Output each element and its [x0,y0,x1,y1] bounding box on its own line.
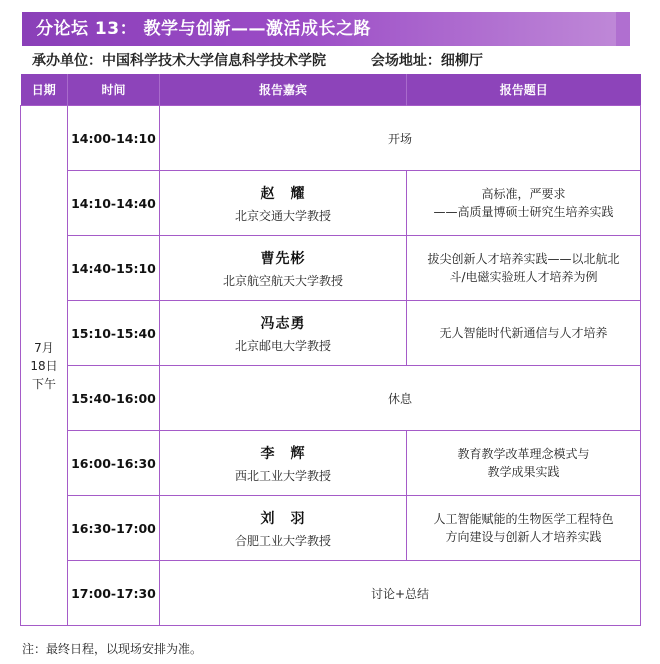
date-cell [21,106,68,626]
table-row [21,106,641,171]
time-cell: 14:40-15:10 [68,236,160,301]
topic-cell [407,431,641,496]
speaker-name: 曹先彬 [260,250,306,267]
topic-line: 教学成果实践 [487,465,560,479]
header-time: 时间 [68,74,160,106]
time-cell: 15:40-16:00 [68,366,160,431]
topic-cell [407,236,641,301]
forum-title: 分论坛 13： 教学与创新——激活成长之路 [36,19,371,39]
topic-line: 教育教学改革理念模式与 [457,447,590,461]
footnote: 注：最终日程，以现场安排为准。 [22,642,203,656]
host-organizer: 承办单位：中国科学技术大学信息科学技术学院 [32,53,326,69]
date-month: 7月 [34,340,54,355]
speaker-affiliation: 北京航空航天大学教授 [222,273,343,288]
time-cell: 17:00-17:30 [68,561,160,626]
time-cell: 16:30-17:00 [68,496,160,561]
time-cell: 14:10-14:40 [68,171,160,236]
topic-cell [407,171,641,236]
speaker-name: 李 辉 [260,445,306,462]
speaker-affiliation: 合肥工业大学教授 [234,533,331,548]
schedule-table [20,74,641,626]
speaker-cell [160,236,407,301]
topic-line: 拔尖创新人才培养实践——以北航北 [427,252,620,266]
header-topic: 报告题目 [407,74,641,106]
speaker-affiliation: 西北工业大学教授 [234,468,331,483]
table-row [21,496,641,561]
table-row [21,431,641,496]
topic-line: ——高质量博硕士研究生培养实践 [433,205,614,219]
speaker-name: 冯志勇 [260,315,306,332]
header-date: 日期 [21,74,68,106]
banner-accent [616,12,630,46]
time-cell: 14:00-14:10 [68,106,160,171]
topic-cell [407,301,641,366]
forum-title-banner [22,12,630,46]
date-day: 18日 [30,358,58,373]
table-row [21,301,641,366]
topic-line: 无人智能时代新通信与人才培养 [439,326,608,340]
table-row [21,366,641,431]
table-row [21,561,641,626]
topic-cell [407,496,641,561]
topic-line: 高标准，严要求 [481,187,566,201]
topic-line: 斗/电磁实验班人才培养为例 [449,270,598,284]
session-cell: 开场 [160,106,641,171]
header-speaker: 报告嘉宾 [160,74,407,106]
speaker-cell [160,171,407,236]
venue: 会场地址：细柳厅 [370,53,483,69]
time-cell: 15:10-15:40 [68,301,160,366]
table-header-row [21,74,641,106]
date-period: 下午 [31,376,56,391]
speaker-cell [160,301,407,366]
session-cell: 休息 [160,366,641,431]
session-cell: 讨论+总结 [160,561,641,626]
table-row [21,171,641,236]
topic-line: 方向建设与创新人才培养实践 [445,530,602,544]
speaker-cell [160,431,407,496]
speaker-affiliation: 北京邮电大学教授 [234,338,331,353]
table-row [21,236,641,301]
speaker-cell [160,496,407,561]
forum-info [32,50,483,72]
time-cell: 16:00-16:30 [68,431,160,496]
speaker-name: 刘 羽 [260,510,306,527]
speaker-name: 赵 耀 [260,185,306,202]
speaker-affiliation: 北京交通大学教授 [234,208,331,223]
topic-line: 人工智能赋能的生物医学工程特色 [433,512,614,526]
